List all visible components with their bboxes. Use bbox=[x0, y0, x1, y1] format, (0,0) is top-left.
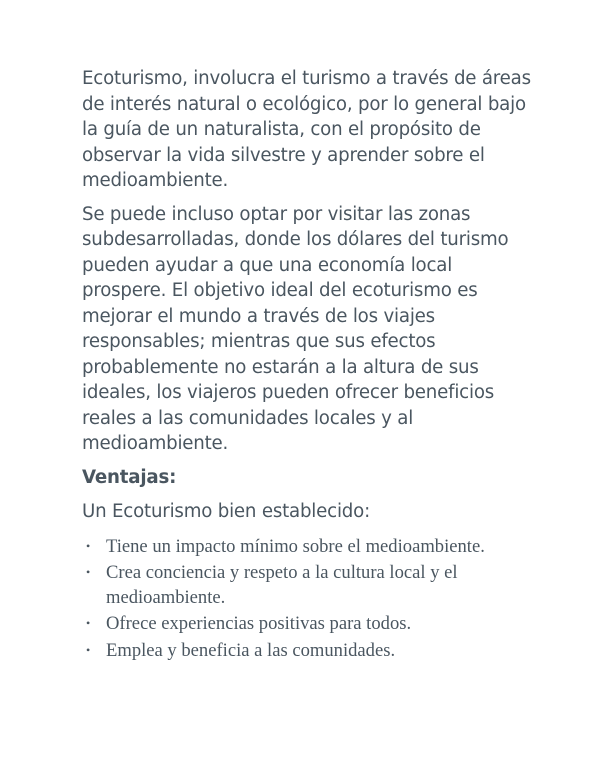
list-item bbox=[82, 534, 532, 559]
document-page bbox=[82, 66, 532, 664]
paragraph-details: Se puede incluso optar por visitar las zonas subdesarrolladas, donde los dólares del turismo pueden ayudar a que una economía local prospere. El objetivo ideal del ecoturismo es mejorar el mundo a través de los viajes responsables; mientras que sus efectos probablemente no estarán a la altura de sus ideales, los viajeros pueden ofrecer beneficios reales a las comunidades locales y al medioambiente. bbox=[82, 203, 509, 454]
section-heading: Ventajas: bbox=[82, 466, 177, 488]
list-item-text: Ofrece experiencias positivas para todos. bbox=[106, 613, 412, 635]
bullet-icon: • bbox=[86, 564, 91, 579]
list-item bbox=[82, 560, 532, 611]
bullet-icon: • bbox=[86, 616, 91, 631]
bullet-icon: • bbox=[86, 642, 91, 657]
list-item-text: Tiene un impacto mínimo sobre el medioambiente. bbox=[106, 535, 485, 557]
list-item bbox=[82, 638, 532, 663]
list-item-text: Crea conciencia y respeto a la cultura local y el medioambiente. bbox=[106, 561, 458, 609]
list-intro: Un Ecoturismo bien establecido: bbox=[82, 500, 371, 522]
paragraph-intro: Ecoturismo, involucra el turismo a través de áreas de interés natural o ecológico, por lo general bajo la guía de un naturalista, con el propósito de observar la vida silvestre y aprender sobre el medioambiente. bbox=[82, 68, 531, 191]
list-item-text: Emplea y beneficia a las comunidades. bbox=[106, 639, 396, 661]
list-item bbox=[82, 611, 532, 636]
advantages-list bbox=[82, 534, 532, 663]
bullet-icon: • bbox=[86, 538, 91, 553]
